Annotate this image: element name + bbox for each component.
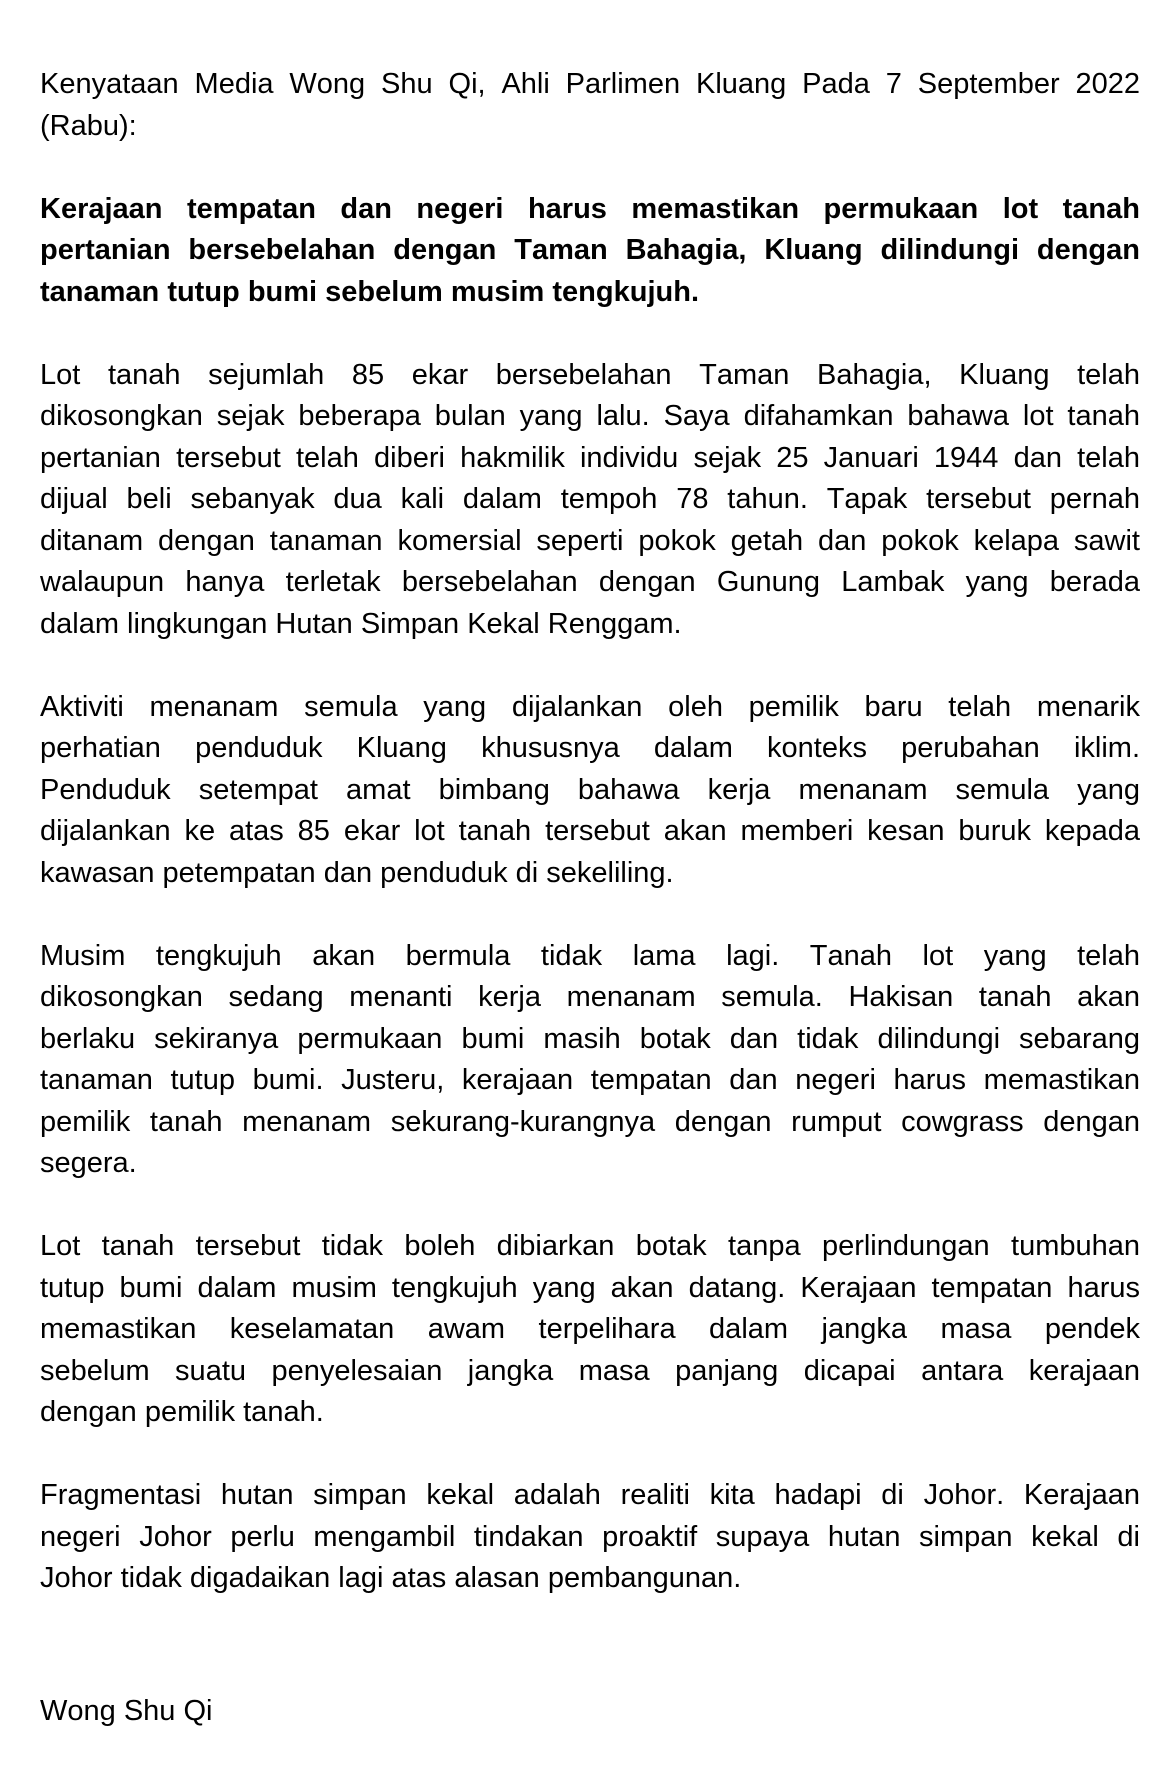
paragraph-line: segera. [40, 1147, 137, 1179]
paragraph-line: dikosongkan sedang menanti kerja menanam semula. Hakisan tanah akan [40, 981, 1140, 1013]
paragraph-line: dalam lingkungan Hutan Simpan Kekal Renggam. [40, 607, 682, 640]
paragraph-line: pertanian tersebut telah diberi hakmilik individu sejak 25 Januari 1944 dan telah [40, 441, 1140, 474]
headline-line: Kerajaan tempatan dan negeri harus memastikan permukaan lot tanah [40, 192, 1140, 225]
paragraph-line: kawasan petempatan dan penduduk di sekeliling. [40, 856, 674, 889]
paragraph-line: tutup bumi dalam musim tengkujuh yang akan datang. Kerajaan tempatan harus [40, 1271, 1140, 1304]
statement-headline [40, 189, 1140, 314]
paragraph-line: perhatian penduduk Kluang khususnya dalam konteks perubahan iklim. [40, 732, 1140, 764]
paragraph-line: Aktiviti menanam semula yang dijalankan oleh pemilik baru telah menarik [40, 690, 1140, 723]
paragraph-line: Johor tidak digadaikan lagi atas alasan pembangunan. [40, 1562, 742, 1594]
paragraph-line: berlaku sekiranya permukaan bumi masih botak dan tidak dilindungi sebarang [40, 1022, 1140, 1055]
paragraph-line: Penduduk setempat amat bimbang bahawa kerja menanam semula yang [40, 773, 1140, 806]
body-paragraph [40, 355, 1140, 646]
intro-line: (Rabu): [40, 109, 137, 142]
headline-line: pertanian bersebelahan dengan Taman Bahagia, Kluang dilindungi dengan [40, 234, 1140, 266]
paragraph-line: Lot tanah sejumlah 85 ekar bersebelahan Taman Bahagia, Kluang telah [40, 358, 1140, 391]
body-paragraph [40, 936, 1140, 1185]
paragraph-line: pemilik tanah menanam sekurang-kurangnya dengan rumput cowgrass dengan [40, 1105, 1140, 1138]
body-paragraph [40, 1226, 1140, 1434]
paragraph-line: tanaman tutup bumi. Justeru, kerajaan tempatan dan negeri harus memastikan [40, 1064, 1140, 1096]
body-paragraph [40, 1475, 1140, 1600]
paragraph-line: ditanam dengan tanaman komersial seperti pokok getah dan pokok kelapa sawit [40, 524, 1140, 557]
paragraph-line: dijual beli sebanyak dua kali dalam tempoh 78 tahun. Tapak tersebut pernah [40, 483, 1140, 515]
body-paragraph [40, 687, 1140, 895]
paragraph-line: Musim tengkujuh akan bermula tidak lama lagi. Tanah lot yang telah [40, 939, 1140, 972]
headline-line: tanaman tutup bumi sebelum musim tengkujuh. [40, 275, 699, 308]
paragraph-line: Lot tanah tersebut tidak boleh dibiarkan botak tanpa perlindungan tumbuhan [40, 1230, 1140, 1262]
paragraph-line: sebelum suatu penyelesaian jangka masa panjang dicapai antara kerajaan [40, 1354, 1140, 1387]
paragraph-line: dengan pemilik tanah. [40, 1396, 324, 1428]
statement-intro [40, 64, 1140, 147]
paragraph-line: Fragmentasi hutan simpan kekal adalah realiti kita hadapi di Johor. Kerajaan [40, 1479, 1140, 1511]
paragraph-line: memastikan keselamatan awam terpelihara dalam jangka masa pendek [40, 1313, 1140, 1345]
signature-name: Wong Shu Qi [40, 1694, 213, 1727]
intro-line: Kenyataan Media Wong Shu Qi, Ahli Parlimen Kluang Pada 7 September 2022 [40, 68, 1140, 100]
paragraph-line: dijalankan ke atas 85 ekar lot tanah tersebut akan memberi kesan buruk kepada [40, 815, 1140, 847]
paragraph-line: dikosongkan sejak beberapa bulan yang lalu. Saya difahamkan bahawa lot tanah [40, 400, 1140, 432]
paragraph-line: walaupun hanya terletak bersebelahan dengan Gunung Lambak yang berada [40, 566, 1140, 598]
press-statement-page [40, 64, 1140, 1732]
paragraph-line: negeri Johor perlu mengambil tindakan proaktif supaya hutan simpan kekal di [40, 1520, 1140, 1553]
